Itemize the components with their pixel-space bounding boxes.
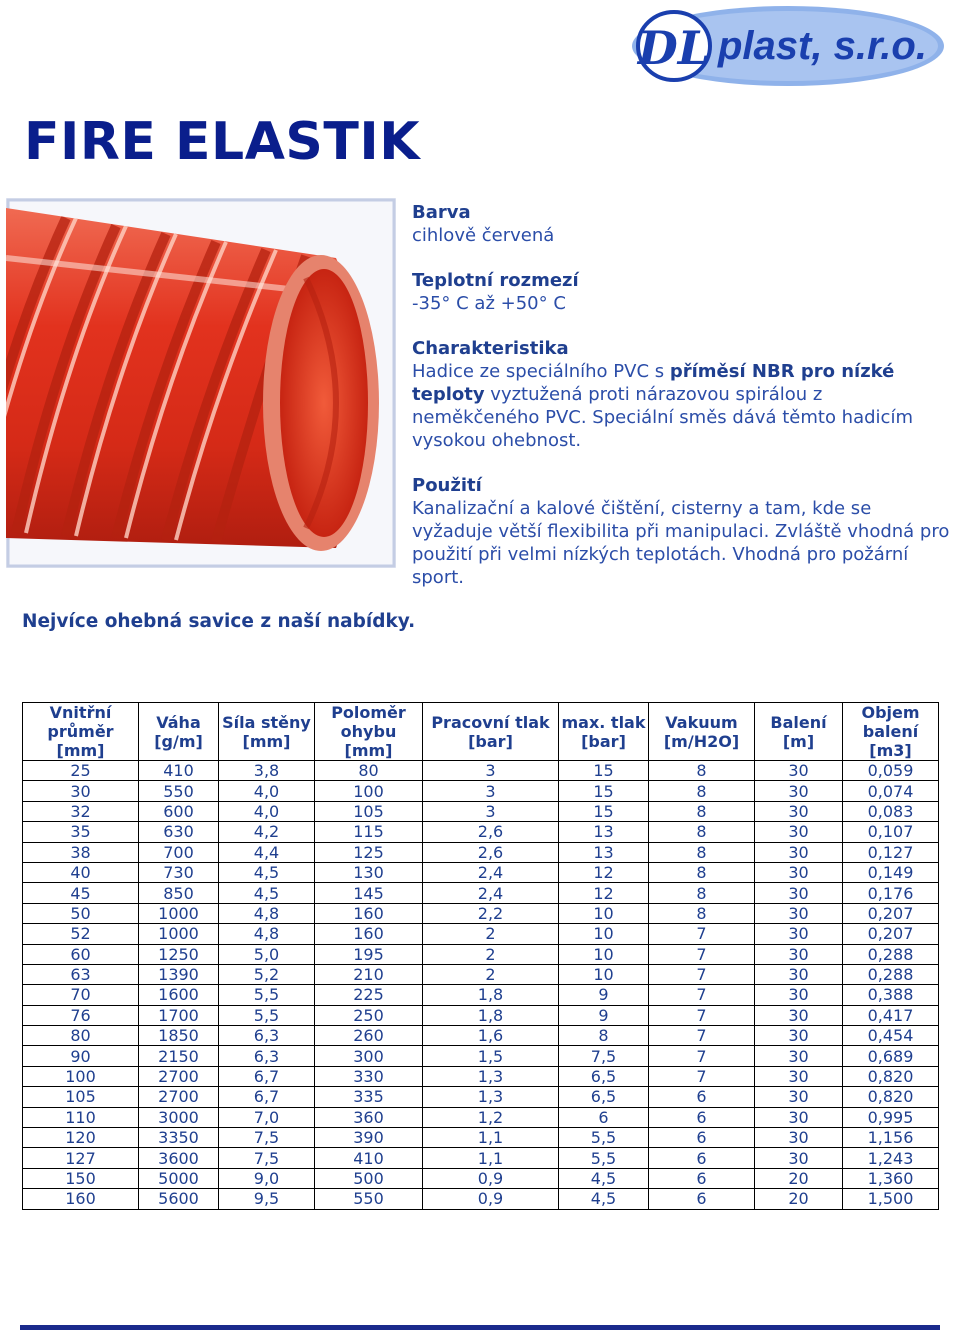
table-cell: 5000	[139, 1168, 219, 1188]
table-cell: 30	[755, 1026, 843, 1046]
table-cell: 1250	[139, 944, 219, 964]
table-cell: 6,3	[219, 1046, 315, 1066]
table-cell: 5600	[139, 1189, 219, 1209]
table-row	[23, 761, 939, 781]
table-cell: 30	[23, 781, 139, 801]
table-cell: 5,5	[219, 1005, 315, 1025]
table-cell: 25	[23, 761, 139, 781]
table-cell: 700	[139, 842, 219, 862]
table-cell: 360	[315, 1107, 423, 1127]
table-cell: 4,5	[559, 1168, 649, 1188]
table-cell: 38	[23, 842, 139, 862]
table-row	[23, 1066, 939, 1086]
table-cell: 80	[23, 1026, 139, 1046]
table-cell: 6,3	[219, 1026, 315, 1046]
spec-color-value: cihlově červená	[412, 225, 555, 246]
table-cell: 3,8	[219, 761, 315, 781]
table-cell: 0,9	[423, 1168, 559, 1188]
table-row	[23, 842, 939, 862]
table-header-cell: Poloměr ohybu [mm]	[315, 703, 423, 761]
table-cell: 3	[423, 801, 559, 821]
spec-temperature-heading: Teplotní rozmezí	[412, 270, 579, 291]
table-cell: 6,5	[559, 1087, 649, 1107]
table-cell: 0,689	[843, 1046, 939, 1066]
spec-usage-text: Kanalizační a kalové čištění, cisterny a tam, kde se vyžaduje větší flexibilita při manipulaci. Zvláště vhodná pro použití při velmi nízkých teplotách. Vhodná pro požární sport.	[412, 498, 950, 588]
table-row	[23, 924, 939, 944]
char-text-emphasis: příměsí NBR pro nízké teploty	[412, 361, 895, 405]
company-logo	[630, 4, 946, 88]
table-cell: 5,5	[559, 1128, 649, 1148]
table-cell: 1390	[139, 964, 219, 984]
table-row	[23, 1046, 939, 1066]
table-cell: 105	[315, 801, 423, 821]
table-cell: 500	[315, 1168, 423, 1188]
table-cell: 30	[755, 883, 843, 903]
table-cell: 1,6	[423, 1026, 559, 1046]
table-row	[23, 781, 939, 801]
table-cell: 30	[755, 1066, 843, 1086]
table-row	[23, 903, 939, 923]
table-cell: 5,5	[559, 1148, 649, 1168]
table-cell: 30	[755, 1087, 843, 1107]
table-cell: 30	[755, 1148, 843, 1168]
product-tagline: Nejvíce ohebná savice z naší nabídky.	[22, 611, 416, 632]
table-cell: 0,820	[843, 1087, 939, 1107]
table-cell: 0,127	[843, 842, 939, 862]
spec-temperature-value: -35° C až +50° C	[412, 293, 566, 314]
table-cell: 4,0	[219, 781, 315, 801]
dimension-table	[22, 702, 939, 1210]
table-cell: 30	[755, 801, 843, 821]
table-cell: 2700	[139, 1066, 219, 1086]
table-cell: 10	[559, 924, 649, 944]
table-cell: 6,7	[219, 1087, 315, 1107]
table-cell: 4,5	[219, 862, 315, 882]
table-cell: 120	[23, 1128, 139, 1148]
table-cell: 0,9	[423, 1189, 559, 1209]
table-cell: 9,5	[219, 1189, 315, 1209]
table-cell: 35	[23, 822, 139, 842]
spec-color	[412, 201, 952, 247]
table-cell: 0,149	[843, 862, 939, 882]
table-header-cell: Objem balení [m3]	[843, 703, 939, 761]
table-cell: 0,059	[843, 761, 939, 781]
table-cell: 7,5	[219, 1148, 315, 1168]
table-cell: 100	[23, 1066, 139, 1086]
table-cell: 20	[755, 1189, 843, 1209]
table-row	[23, 1148, 939, 1168]
table-cell: 6,7	[219, 1066, 315, 1086]
table-cell: 150	[23, 1168, 139, 1188]
table-cell: 300	[315, 1046, 423, 1066]
table-cell: 4,8	[219, 903, 315, 923]
table-row	[23, 883, 939, 903]
table-cell: 0,074	[843, 781, 939, 801]
table-cell: 127	[23, 1148, 139, 1168]
table-cell: 8	[649, 862, 755, 882]
table-cell: 1,3	[423, 1087, 559, 1107]
table-cell: 30	[755, 1128, 843, 1148]
table-cell: 0,176	[843, 883, 939, 903]
table-cell: 7	[649, 964, 755, 984]
table-header-cell: Vnitřní průměr [mm]	[23, 703, 139, 761]
table-cell: 6	[649, 1168, 755, 1188]
table-cell: 30	[755, 964, 843, 984]
table-header-cell: Vakuum [m/H2O]	[649, 703, 755, 761]
table-cell: 12	[559, 883, 649, 903]
table-cell: 7	[649, 1046, 755, 1066]
table-row	[23, 1005, 939, 1025]
table-cell: 10	[559, 903, 649, 923]
table-cell: 0,288	[843, 944, 939, 964]
table-cell: 4,0	[219, 801, 315, 821]
table-cell: 8	[649, 822, 755, 842]
spec-temperature	[412, 269, 952, 315]
table-cell: 2150	[139, 1046, 219, 1066]
table-header-cell: Balení [m]	[755, 703, 843, 761]
table-cell: 6,5	[559, 1066, 649, 1086]
table-cell: 1,3	[423, 1066, 559, 1086]
table-cell: 0,454	[843, 1026, 939, 1046]
table-cell: 7	[649, 944, 755, 964]
spec-characteristics-heading: Charakteristika	[412, 338, 569, 359]
footer-rule	[20, 1325, 940, 1330]
table-cell: 6	[649, 1128, 755, 1148]
table-cell: 1,8	[423, 1005, 559, 1025]
table-cell: 6	[649, 1087, 755, 1107]
table-cell: 0,820	[843, 1066, 939, 1086]
table-cell: 8	[649, 801, 755, 821]
table-header-cell: Pracovní tlak [bar]	[423, 703, 559, 761]
table-cell: 6	[559, 1107, 649, 1127]
table-cell: 30	[755, 944, 843, 964]
table-header-cell: Síla stěny [mm]	[219, 703, 315, 761]
table-cell: 30	[755, 781, 843, 801]
table-cell: 9	[559, 1005, 649, 1025]
spec-characteristics-text	[412, 360, 952, 452]
table-row	[23, 964, 939, 984]
table-cell: 4,5	[559, 1189, 649, 1209]
table-cell: 30	[755, 903, 843, 923]
table-cell: 7,5	[559, 1046, 649, 1066]
char-text-part-2: vyztužená proti nárazovou spirálou z neměkčeného PVC. Speciální směs dává těmto hadicím vysokou ohebnost.	[412, 384, 913, 451]
table-cell: 15	[559, 801, 649, 821]
spec-usage-heading: Použití	[412, 475, 482, 496]
table-row	[23, 1026, 939, 1046]
table-cell: 8	[559, 1026, 649, 1046]
table-cell: 30	[755, 761, 843, 781]
table-cell: 2,4	[423, 883, 559, 903]
table-cell: 32	[23, 801, 139, 821]
table-cell: 410	[315, 1148, 423, 1168]
table-cell: 1,8	[423, 985, 559, 1005]
table-cell: 390	[315, 1128, 423, 1148]
table-row	[23, 801, 939, 821]
table-cell: 7	[649, 1066, 755, 1086]
table-cell: 15	[559, 761, 649, 781]
table-cell: 0,288	[843, 964, 939, 984]
table-cell: 130	[315, 862, 423, 882]
table-cell: 3	[423, 781, 559, 801]
table-cell: 225	[315, 985, 423, 1005]
table-cell: 110	[23, 1107, 139, 1127]
table-cell: 40	[23, 862, 139, 882]
table-cell: 8	[649, 761, 755, 781]
spec-panel	[412, 201, 952, 611]
table-row	[23, 1168, 939, 1188]
table-cell: 1,5	[423, 1046, 559, 1066]
table-cell: 52	[23, 924, 139, 944]
table-cell: 30	[755, 1107, 843, 1127]
table-cell: 13	[559, 842, 649, 862]
table-row	[23, 1107, 939, 1127]
table-cell: 2	[423, 924, 559, 944]
table-cell: 3600	[139, 1148, 219, 1168]
table-cell: 30	[755, 924, 843, 944]
spec-characteristics	[412, 337, 952, 452]
table-cell: 30	[755, 822, 843, 842]
table-cell: 105	[23, 1087, 139, 1107]
table-cell: 45	[23, 883, 139, 903]
hose-photo	[6, 198, 396, 568]
dl-plast-logo-graphic	[630, 4, 946, 88]
table-cell: 8	[649, 883, 755, 903]
table-cell: 550	[139, 781, 219, 801]
table-cell: 12	[559, 862, 649, 882]
table-cell: 260	[315, 1026, 423, 1046]
table-cell: 630	[139, 822, 219, 842]
table-header-row	[23, 703, 939, 761]
table-cell: 250	[315, 1005, 423, 1025]
table-cell: 6	[649, 1148, 755, 1168]
table-cell: 0,083	[843, 801, 939, 821]
table-cell: 160	[315, 903, 423, 923]
table-cell: 0,207	[843, 903, 939, 923]
table-body	[23, 761, 939, 1210]
table-cell: 4,2	[219, 822, 315, 842]
char-text-part-1: Hadice ze speciálního PVC s	[412, 361, 670, 382]
table-header-cell: max. tlak [bar]	[559, 703, 649, 761]
table-cell: 730	[139, 862, 219, 882]
logo-wordmark: plast, s.r.o.	[718, 24, 927, 68]
table-cell: 4,4	[219, 842, 315, 862]
table-row	[23, 985, 939, 1005]
table-cell: 1,156	[843, 1128, 939, 1148]
table-cell: 1600	[139, 985, 219, 1005]
table-cell: 7	[649, 1026, 755, 1046]
table-cell: 30	[755, 1046, 843, 1066]
table-cell: 63	[23, 964, 139, 984]
table-cell: 2	[423, 964, 559, 984]
table-cell: 1,1	[423, 1128, 559, 1148]
table-cell: 2,2	[423, 903, 559, 923]
table-cell: 2700	[139, 1087, 219, 1107]
table-cell: 90	[23, 1046, 139, 1066]
table-header-cell: Váha [g/m]	[139, 703, 219, 761]
table-cell: 0,207	[843, 924, 939, 944]
table-cell: 7,5	[219, 1128, 315, 1148]
table-row	[23, 1189, 939, 1209]
table-cell: 3000	[139, 1107, 219, 1127]
table-cell: 4,8	[219, 924, 315, 944]
table-cell: 2,6	[423, 822, 559, 842]
table-cell: 0,107	[843, 822, 939, 842]
table-cell: 4,5	[219, 883, 315, 903]
spec-color-heading: Barva	[412, 202, 471, 223]
table-cell: 210	[315, 964, 423, 984]
table-cell: 0,995	[843, 1107, 939, 1127]
table-cell: 5,2	[219, 964, 315, 984]
product-title: FIRE ELASTIK	[24, 112, 420, 172]
table-cell: 160	[315, 924, 423, 944]
table-row	[23, 862, 939, 882]
table-cell: 30	[755, 1005, 843, 1025]
table-cell: 8	[649, 842, 755, 862]
table-cell: 10	[559, 944, 649, 964]
table-cell: 125	[315, 842, 423, 862]
table-cell: 550	[315, 1189, 423, 1209]
table-cell: 145	[315, 883, 423, 903]
table-cell: 115	[315, 822, 423, 842]
table-cell: 1,500	[843, 1189, 939, 1209]
table-cell: 6	[649, 1107, 755, 1127]
table-cell: 410	[139, 761, 219, 781]
table-cell: 5,5	[219, 985, 315, 1005]
table-cell: 2,4	[423, 862, 559, 882]
table-cell: 1,243	[843, 1148, 939, 1168]
table-cell: 195	[315, 944, 423, 964]
table-cell: 7	[649, 924, 755, 944]
table-cell: 70	[23, 985, 139, 1005]
table-cell: 30	[755, 862, 843, 882]
table-cell: 7	[649, 985, 755, 1005]
table-cell: 8	[649, 781, 755, 801]
table-cell: 1,2	[423, 1107, 559, 1127]
spec-usage	[412, 474, 952, 589]
table-cell: 1,360	[843, 1168, 939, 1188]
table-cell: 1700	[139, 1005, 219, 1025]
table-cell: 600	[139, 801, 219, 821]
table-cell: 1850	[139, 1026, 219, 1046]
table-cell: 6	[649, 1189, 755, 1209]
table-cell: 330	[315, 1066, 423, 1086]
table-cell: 9,0	[219, 1168, 315, 1188]
table-cell: 60	[23, 944, 139, 964]
table-row	[23, 822, 939, 842]
table-cell: 1000	[139, 903, 219, 923]
table-cell: 100	[315, 781, 423, 801]
table-cell: 7	[649, 1005, 755, 1025]
table-cell: 335	[315, 1087, 423, 1107]
table-cell: 76	[23, 1005, 139, 1025]
table-cell: 30	[755, 842, 843, 862]
table-cell: 5,0	[219, 944, 315, 964]
table-row	[23, 944, 939, 964]
table-cell: 8	[649, 903, 755, 923]
table-cell: 3	[423, 761, 559, 781]
table-cell: 20	[755, 1168, 843, 1188]
table-row	[23, 1087, 939, 1107]
table-cell: 0,388	[843, 985, 939, 1005]
table-cell: 30	[755, 985, 843, 1005]
table-cell: 13	[559, 822, 649, 842]
table-cell: 10	[559, 964, 649, 984]
logo-monogram: DL	[637, 21, 711, 75]
table-cell: 850	[139, 883, 219, 903]
table-cell: 160	[23, 1189, 139, 1209]
table-cell: 9	[559, 985, 649, 1005]
table-cell: 50	[23, 903, 139, 923]
table-row	[23, 1128, 939, 1148]
table-cell: 1,1	[423, 1148, 559, 1168]
table-cell: 2,6	[423, 842, 559, 862]
table-cell: 80	[315, 761, 423, 781]
table-cell: 1000	[139, 924, 219, 944]
table-cell: 3350	[139, 1128, 219, 1148]
table-cell: 15	[559, 781, 649, 801]
table-cell: 2	[423, 944, 559, 964]
table-cell: 7,0	[219, 1107, 315, 1127]
table-cell: 0,417	[843, 1005, 939, 1025]
